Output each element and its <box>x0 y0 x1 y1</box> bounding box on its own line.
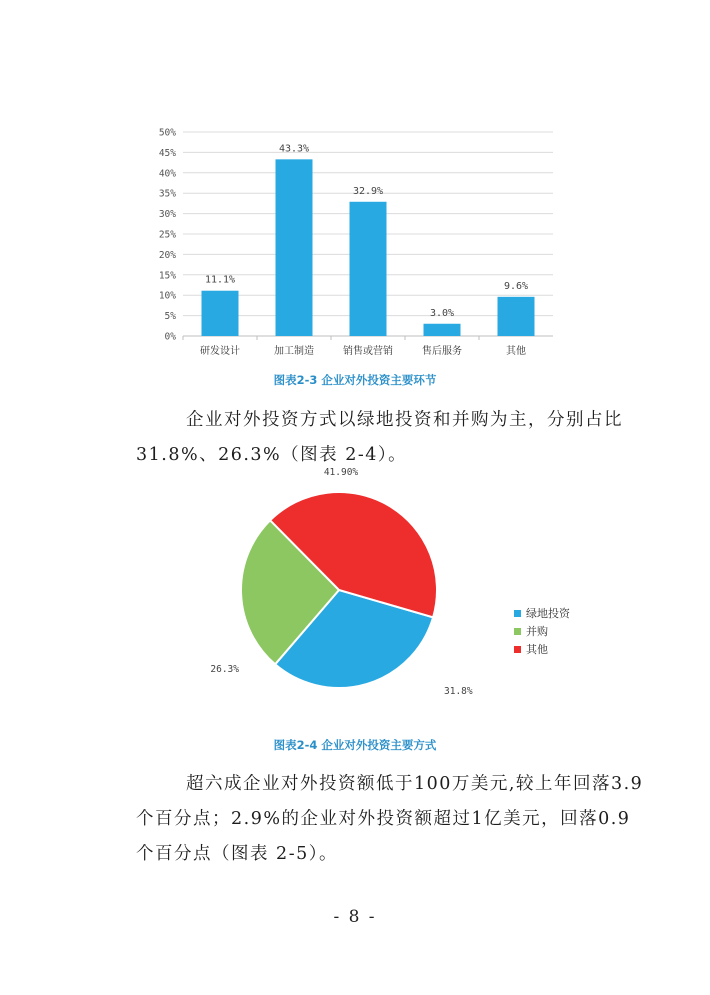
bar-value-label: 3.0% <box>429 307 455 319</box>
y-tick-label: 40% <box>158 168 176 180</box>
pie-value-label: 41.90% <box>323 467 359 478</box>
paragraph-line: 31.8%、26.3%（图表 2-4）。 <box>136 445 408 465</box>
y-tick-label: 20% <box>158 249 176 261</box>
pie-legend <box>514 604 570 658</box>
page-number: - 8 - <box>333 907 377 927</box>
y-tick-label: 10% <box>158 290 176 302</box>
legend-item-other <box>514 640 570 658</box>
bar-chart-caption: 图表2-3 企业对外投资主要环节 <box>273 373 437 387</box>
x-category-label: 其他 <box>506 346 526 357</box>
bar-value-label: 9.6% <box>503 280 529 292</box>
y-tick-label: 0% <box>164 331 176 343</box>
pie-value-label: 31.8% <box>444 686 473 697</box>
legend-swatch <box>514 628 521 635</box>
paragraph-investment-amount <box>136 767 644 872</box>
paragraph-line: 个百分点（图表 2-5）。 <box>136 844 338 864</box>
bar-chart <box>0 0 710 370</box>
bar <box>498 297 535 336</box>
y-tick-label: 15% <box>158 270 176 282</box>
legend-label: 并购 <box>526 625 548 638</box>
bar <box>350 202 387 336</box>
paragraph-line: 企业对外投资方式以绿地投资和并购为主，分别占比 <box>186 410 623 430</box>
bar-value-label: 11.1% <box>204 274 236 286</box>
x-category-label: 加工制造 <box>274 346 314 357</box>
x-category-label: 售后服务 <box>422 346 462 357</box>
x-category-label: 销售或营销 <box>343 346 393 357</box>
legend-label: 其他 <box>526 643 548 656</box>
y-tick-label: 5% <box>164 311 176 323</box>
legend-item-merger <box>514 622 570 640</box>
paragraph-line: 个百分点；2.9%的企业对外投资额超过1亿美元，回落0.9 <box>136 809 631 829</box>
legend-item-greenfield <box>514 604 570 622</box>
legend-swatch <box>514 610 521 617</box>
legend-label: 绿地投资 <box>526 607 570 620</box>
y-tick-label: 45% <box>158 147 176 159</box>
y-tick-label: 50% <box>158 127 176 139</box>
y-tick-label: 30% <box>158 209 176 221</box>
bar-chart-bars <box>200 143 535 357</box>
pie-chart <box>0 467 710 730</box>
bar <box>202 291 239 336</box>
legend-swatch <box>514 646 521 653</box>
paragraph-line: 超六成企业对外投资额低于100万美元,较上年回落3.9 <box>186 774 644 794</box>
pie-chart-slices <box>241 492 437 688</box>
bar <box>276 159 313 336</box>
bar-value-label: 32.9% <box>352 185 384 197</box>
y-tick-label: 35% <box>158 188 176 200</box>
paragraph-investment-method <box>136 403 623 473</box>
bar-value-label: 43.3% <box>278 143 310 155</box>
pie-value-label: 26.3% <box>210 664 239 675</box>
x-category-label: 研发设计 <box>200 346 240 357</box>
bar <box>424 324 461 336</box>
pie-chart-caption: 图表2-4 企业对外投资主要方式 <box>273 738 437 752</box>
y-tick-label: 25% <box>158 229 176 241</box>
